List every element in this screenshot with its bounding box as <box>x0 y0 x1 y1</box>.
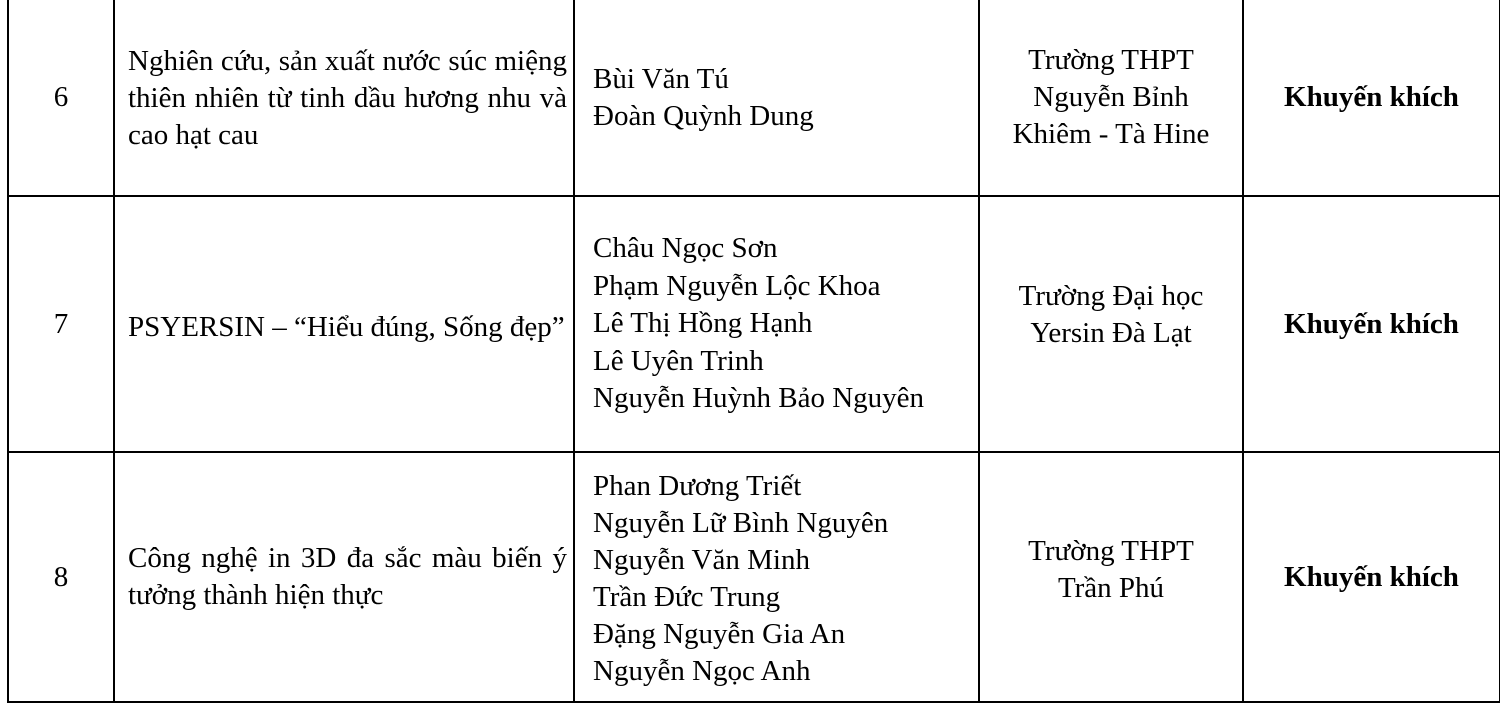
author-name: Phạm Nguyễn Lộc Khoa <box>593 269 881 302</box>
school-name-line: Khiêm - Tà Hine <box>1012 118 1210 150</box>
table-row <box>8 196 1500 452</box>
author-name: Nguyễn Lữ Bình Nguyên <box>593 507 889 539</box>
author-name: Lê Thị Hồng Hạnh <box>593 307 813 340</box>
authors-cell <box>574 196 979 452</box>
school-name-line: Trần Phú <box>1057 572 1165 604</box>
author-name: Nguyễn Huỳnh Bảo Nguyên <box>593 382 925 415</box>
author-name: Lê Uyên Trinh <box>593 344 764 377</box>
project-title: PSYERSIN – “Hiểu đúng, Sống đẹp” <box>114 196 574 452</box>
table-row <box>8 452 1500 702</box>
school-cell <box>979 452 1243 702</box>
author-name: Phan Dương Triết <box>593 470 802 502</box>
row-number: 8 <box>8 452 114 702</box>
authors-cell <box>574 452 979 702</box>
authors-cell <box>574 0 979 196</box>
row-number: 6 <box>8 0 114 196</box>
award-level: Khuyến khích <box>1243 452 1500 702</box>
row-number: 7 <box>8 196 114 452</box>
project-title: Công nghệ in 3D đa sắc màu biến ý tưởng thành hiện thực <box>114 452 574 702</box>
school-cell <box>979 196 1243 452</box>
author-name: Nguyễn Ngọc Anh <box>593 655 811 687</box>
author-name: Đặng Nguyễn Gia An <box>593 618 846 650</box>
author-name: Trần Đức Trung <box>593 581 781 613</box>
school-name-line: Trường THPT <box>1028 44 1194 76</box>
author-name: Nguyễn Văn Minh <box>593 544 810 576</box>
award-level: Khuyến khích <box>1243 196 1500 452</box>
award-level: Khuyến khích <box>1243 0 1500 196</box>
author-name: Châu Ngọc Sơn <box>593 232 778 265</box>
school-name-line: Trường THPT <box>1028 535 1194 567</box>
table-row <box>8 0 1500 196</box>
author-name: Đoàn Quỳnh Dung <box>593 99 814 132</box>
school-name-line: Nguyễn Bỉnh <box>1033 81 1189 113</box>
school-name-line: Yersin Đà Lạt <box>1030 317 1192 349</box>
results-table <box>7 0 1500 703</box>
school-cell <box>979 0 1243 196</box>
project-title: Nghiên cứu, sản xuất nước súc miệng thiên nhiên từ tinh dầu hương nhu và cao hạt cau <box>114 0 574 196</box>
author-name: Bùi Văn Tú <box>593 62 729 95</box>
school-name-line: Trường Đại học <box>1018 280 1204 312</box>
